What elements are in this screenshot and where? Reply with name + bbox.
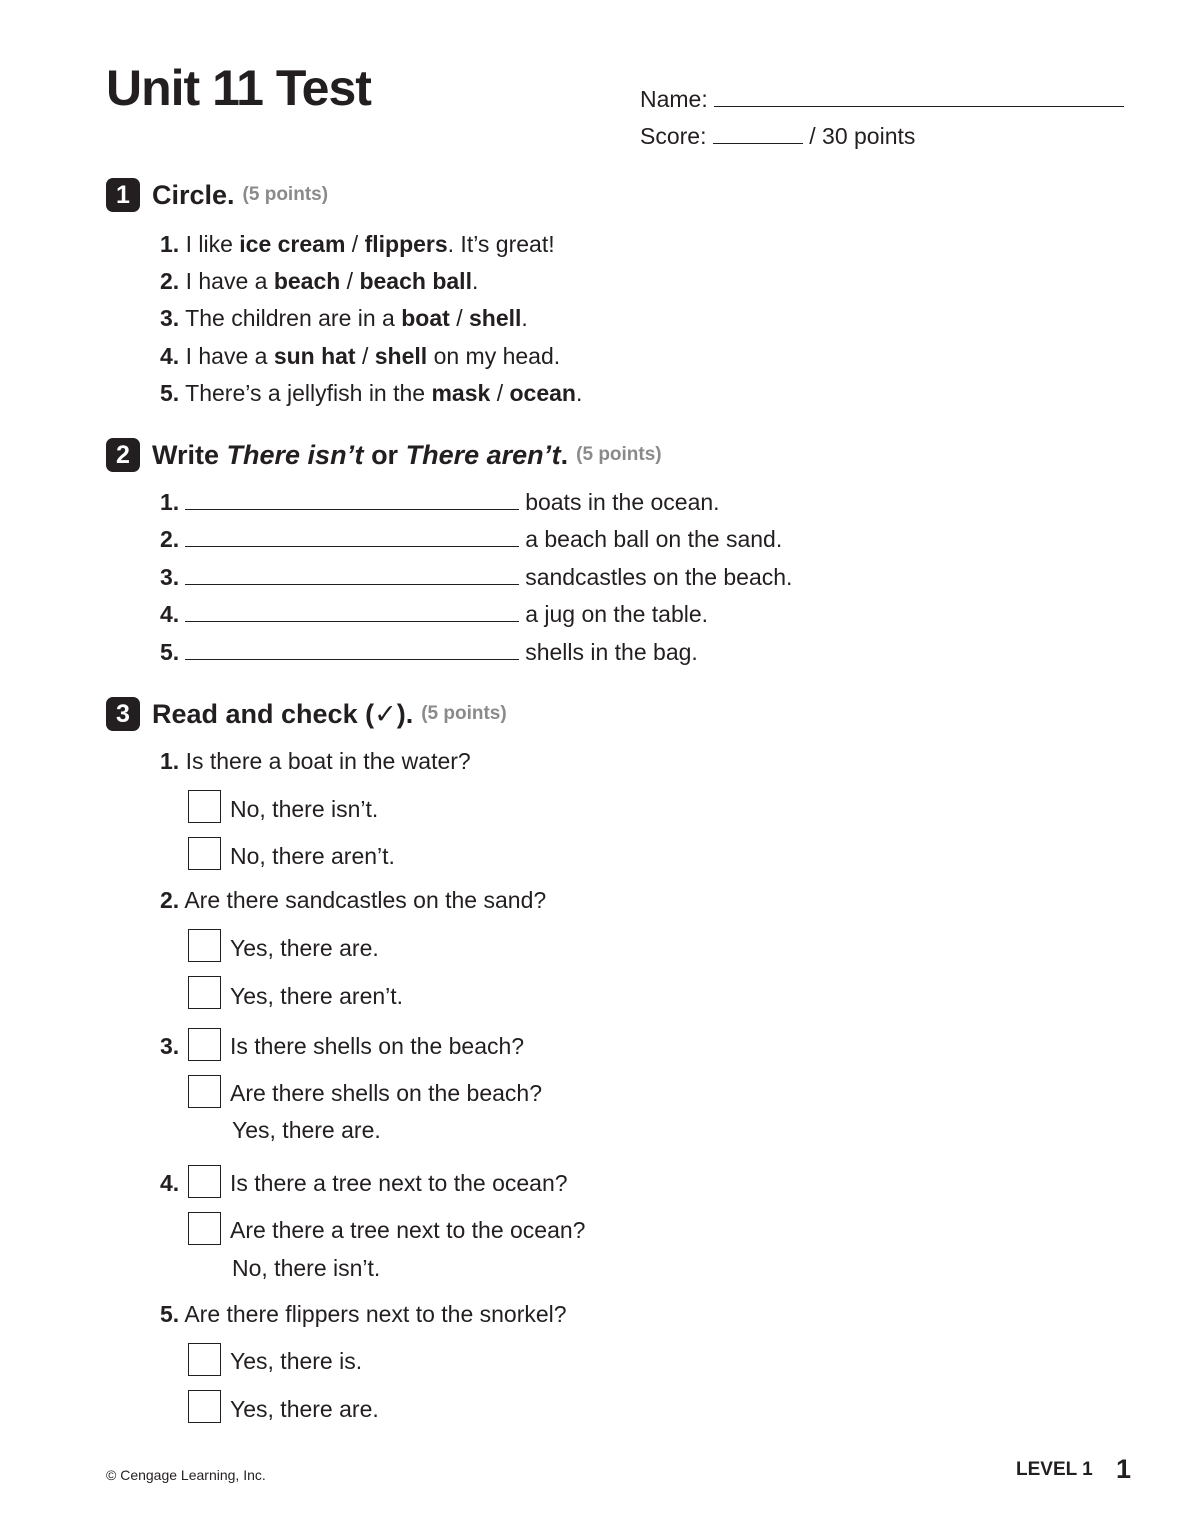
- item-number: 3.: [160, 1033, 180, 1059]
- item-number: 4.: [160, 343, 180, 369]
- answer-blank[interactable]: [185, 639, 519, 660]
- choice-b[interactable]: ocean: [509, 380, 576, 406]
- item-text: shells in the bag.: [525, 639, 698, 665]
- item-text: a beach ball on the sand.: [525, 526, 783, 552]
- item-number: 2.: [160, 887, 180, 913]
- choice-a[interactable]: ice cream: [239, 231, 346, 257]
- item-text: I have a: [185, 268, 274, 294]
- item-text: .: [575, 380, 583, 406]
- option-text: Are there shells on the beach?: [230, 1080, 542, 1106]
- write-item: [160, 564, 792, 591]
- score-total: / 30 points: [809, 123, 916, 149]
- option-text: Yes, there aren’t.: [230, 983, 404, 1009]
- choice-separator: /: [490, 380, 510, 406]
- checkbox[interactable]: [188, 1165, 221, 1198]
- section-3-heading: [106, 697, 507, 731]
- item-text: .: [471, 268, 479, 294]
- choice-a[interactable]: beach: [273, 268, 341, 294]
- checkbox[interactable]: [188, 1075, 221, 1108]
- section-points: (5 points): [421, 703, 507, 724]
- item-text: The children are in a: [185, 305, 402, 331]
- option-text: Yes, there is.: [230, 1348, 363, 1374]
- item-text: a jug on the table.: [525, 601, 709, 627]
- name-line[interactable]: [714, 84, 1124, 107]
- option-text: Are there a tree next to the ocean?: [230, 1217, 586, 1243]
- section-title-part: .: [560, 439, 569, 470]
- item-number: 2.: [160, 268, 180, 294]
- answer-text: No, there isn’t.: [232, 1255, 381, 1281]
- choice-b[interactable]: shell: [468, 305, 522, 331]
- item-number: 4.: [160, 1170, 180, 1196]
- item-text: on my head.: [427, 343, 561, 369]
- choice-separator: /: [355, 343, 375, 369]
- checkbox[interactable]: [188, 976, 221, 1009]
- section-title: Circle.: [152, 179, 235, 210]
- circle-item[interactable]: [160, 343, 560, 370]
- question-2: [160, 887, 546, 914]
- option-text: Yes, there are.: [230, 1396, 379, 1422]
- item-number: 1.: [160, 489, 180, 515]
- checkbox[interactable]: [188, 790, 221, 823]
- option-text: Yes, there are.: [230, 935, 379, 961]
- answer-blank[interactable]: [185, 564, 519, 585]
- checkbox[interactable]: [188, 1028, 221, 1061]
- write-item: [160, 489, 720, 516]
- answer-text: Yes, there are.: [232, 1117, 381, 1143]
- checkbox[interactable]: [188, 1343, 221, 1376]
- item-number: 5.: [160, 380, 180, 406]
- item-number: 3.: [160, 305, 180, 331]
- section-title-part: Write: [152, 439, 220, 470]
- copyright: © Cengage Learning, Inc.: [106, 1467, 266, 1483]
- item-text: sandcastles on the beach.: [525, 564, 793, 590]
- item-number: 4.: [160, 601, 180, 627]
- answer-blank[interactable]: [185, 489, 519, 510]
- item-number: 1.: [160, 748, 180, 774]
- circle-item[interactable]: [160, 268, 478, 295]
- circle-item[interactable]: [160, 305, 528, 332]
- item-text: .: [521, 305, 528, 331]
- write-item: [160, 639, 698, 666]
- circle-item[interactable]: [160, 380, 582, 407]
- choice-b[interactable]: flippers: [364, 231, 448, 257]
- choice-a[interactable]: boat: [401, 305, 450, 331]
- choice-a[interactable]: mask: [431, 380, 491, 406]
- question-text: Are there flippers next to the snorkel?: [184, 1301, 567, 1327]
- item-text: boats in the ocean.: [525, 489, 720, 515]
- item-text: There’s a jellyfish in the: [185, 380, 432, 406]
- item-text: I like: [185, 231, 240, 257]
- question-text: Are there sandcastles on the sand?: [184, 887, 547, 913]
- checkbox[interactable]: [188, 1212, 221, 1245]
- item-number: 5.: [160, 1301, 180, 1327]
- item-number: 2.: [160, 526, 180, 552]
- choice-b[interactable]: beach ball: [359, 268, 472, 294]
- score-label: Score:: [640, 123, 707, 149]
- answer-blank[interactable]: [185, 526, 519, 547]
- section-number-badge: 3: [106, 697, 140, 731]
- write-item: [160, 601, 708, 628]
- section-title-part: or: [363, 439, 406, 470]
- page-title: Unit 11 Test: [106, 60, 371, 116]
- section-number-badge: 1: [106, 178, 140, 212]
- score-field[interactable]: [640, 121, 915, 150]
- section-title: Read and check (✓).: [152, 698, 414, 729]
- section-2-heading: [106, 438, 662, 472]
- option-text: No, there aren’t.: [230, 843, 395, 869]
- question-text: Is there a boat in the water?: [185, 748, 471, 774]
- option-text: Is there a tree next to the ocean?: [230, 1170, 568, 1196]
- item-text: . It’s great!: [447, 231, 555, 257]
- write-item: [160, 526, 782, 553]
- page-number: 1: [1116, 1454, 1132, 1484]
- section-points: (5 points): [242, 184, 329, 205]
- item-number: 1.: [160, 231, 180, 257]
- checkbox[interactable]: [188, 1390, 221, 1423]
- circle-item[interactable]: [160, 231, 555, 258]
- name-field[interactable]: [640, 84, 1124, 113]
- item-number: 3.: [160, 564, 180, 590]
- section-title-italic: There isn’t: [226, 439, 364, 470]
- choice-a[interactable]: sun hat: [273, 343, 356, 369]
- choice-separator: /: [449, 305, 469, 331]
- level-label: LEVEL 1: [1016, 1459, 1093, 1480]
- option-text: Is there shells on the beach?: [230, 1033, 525, 1059]
- section-title-italic: There aren’t: [405, 439, 561, 470]
- question-4-number: [160, 1170, 179, 1197]
- answer-blank[interactable]: [185, 601, 519, 622]
- checkbox[interactable]: [188, 837, 221, 870]
- choice-separator: /: [340, 268, 360, 294]
- option-text: No, there isn’t.: [230, 796, 379, 822]
- choice-b[interactable]: shell: [374, 343, 428, 369]
- section-number-badge: 2: [106, 438, 140, 472]
- choice-separator: /: [345, 231, 365, 257]
- score-line[interactable]: [713, 121, 803, 144]
- checkbox[interactable]: [188, 929, 221, 962]
- section-1-heading: [106, 178, 328, 212]
- question-3-number: [160, 1033, 179, 1060]
- question-5: [160, 1301, 567, 1328]
- name-label: Name:: [640, 86, 708, 112]
- question-1: [160, 748, 471, 775]
- item-text: I have a: [185, 343, 274, 369]
- section-points: (5 points): [576, 444, 662, 465]
- item-number: 5.: [160, 639, 180, 665]
